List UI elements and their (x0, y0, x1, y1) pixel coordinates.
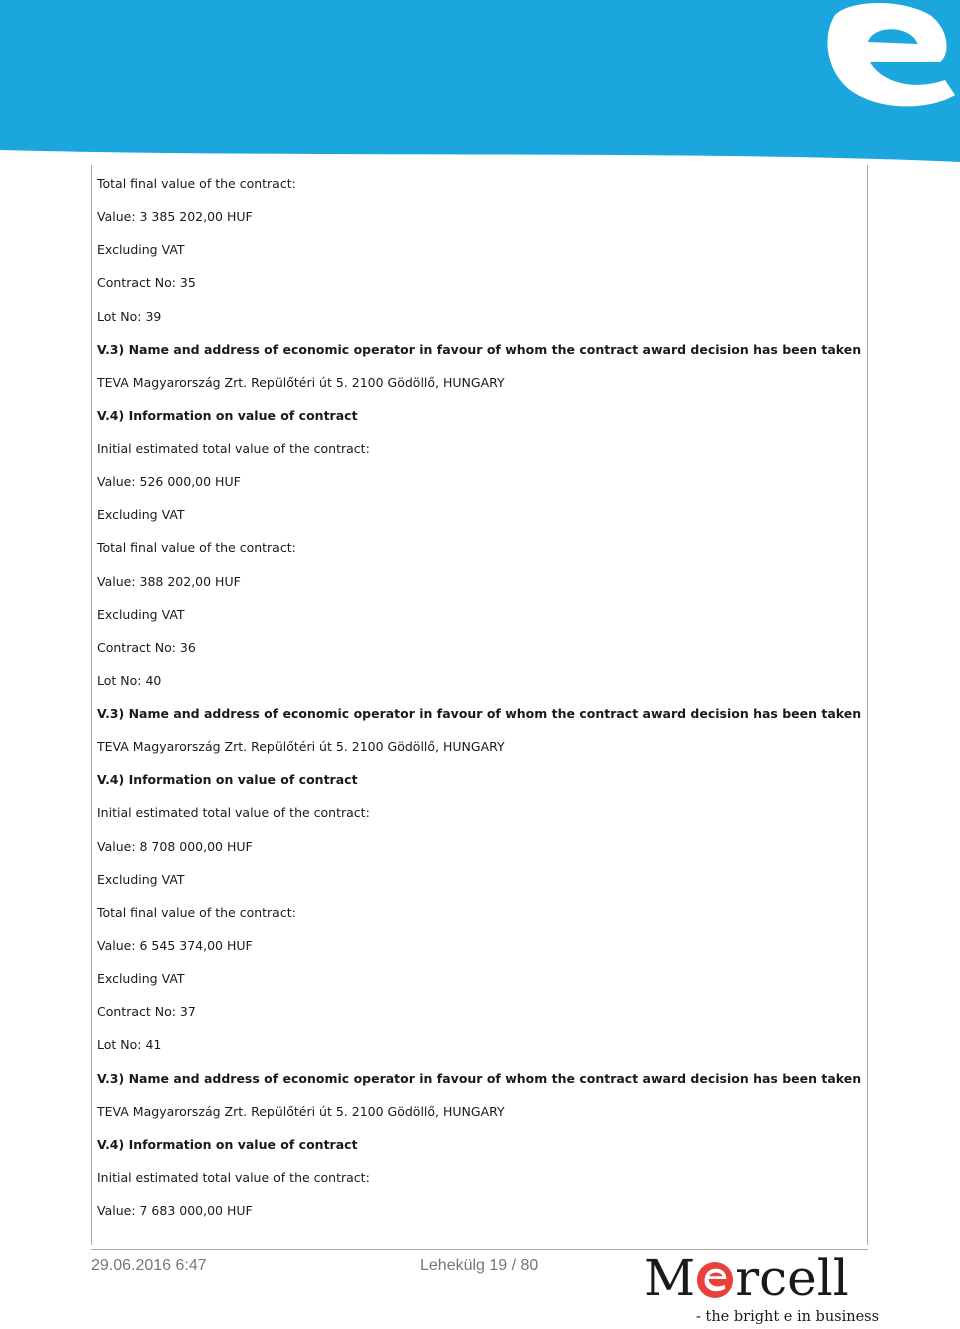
text-line: Excluding VAT (97, 606, 185, 622)
section-heading: V.4) Information on value of contract (97, 1136, 358, 1152)
text-line: Value: 526 000,00 HUF (97, 474, 241, 490)
header-background (0, 0, 960, 162)
logo-e-icon (696, 1261, 734, 1299)
section-heading: V.3) Name and address of economic operator in favour of whom the contract award decision has been taken (97, 341, 862, 357)
text-line: Initial estimated total value of the contract: (97, 805, 370, 821)
text-line: TEVA Magyarország Zrt. Repülőtéri út 5. 2100 Gödöllő, HUNGARY (97, 374, 505, 390)
text-line: Value: 6 545 374,00 HUF (97, 937, 253, 953)
text-line: Lot No: 39 (97, 308, 162, 324)
text-line: Lot No: 40 (97, 672, 162, 688)
text-line: Value: 388 202,00 HUF (97, 573, 241, 589)
text-line: Contract No: 35 (97, 275, 196, 291)
text-line: Excluding VAT (97, 971, 185, 987)
text-line: Excluding VAT (97, 871, 185, 887)
text-line: Excluding VAT (97, 507, 185, 523)
section-heading: V.4) Information on value of contract (97, 407, 358, 423)
header-graphic (0, 0, 960, 162)
logo-word-end: rcell (735, 1249, 849, 1307)
text-line: Lot No: 41 (97, 1037, 162, 1053)
logo-wordmark (644, 1249, 849, 1307)
logo-word-start: M (644, 1249, 696, 1307)
text-line: Value: 7 683 000,00 HUF (97, 1203, 253, 1219)
text-line: Total final value of the contract: (97, 176, 296, 191)
text-line: Excluding VAT (97, 242, 185, 258)
section-heading: V.3) Name and address of economic operator in favour of whom the contract award decision has been taken (97, 706, 862, 722)
text-line: Initial estimated total value of the contract: (97, 441, 370, 457)
text-line: Initial estimated total value of the contract: (97, 1169, 370, 1185)
text-line: TEVA Magyarország Zrt. Repülőtéri út 5. 2100 Gödöllő, HUNGARY (97, 1103, 505, 1119)
marcell-logo (644, 1249, 880, 1327)
text-line: TEVA Magyarország Zrt. Repülőtéri út 5. 2100 Gödöllő, HUNGARY (97, 739, 505, 755)
logo-tagline: - the bright e in business (696, 1309, 880, 1325)
section-heading: V.4) Information on value of contract (97, 772, 358, 788)
text-line: Contract No: 37 (97, 1004, 196, 1020)
footer-date: 29.06.2016 6:47 (91, 1257, 207, 1274)
text-line: Contract No: 36 (97, 639, 196, 655)
footer-page-number: Lehekülg 19 / 80 (420, 1257, 539, 1274)
document-body (91, 165, 868, 1245)
text-line: Value: 3 385 202,00 HUF (97, 209, 253, 225)
header-band (0, 0, 960, 162)
text-line: Value: 8 708 000,00 HUF (97, 838, 253, 854)
text-line: Total final value of the contract: (97, 904, 296, 920)
section-heading: V.3) Name and address of economic operator in favour of whom the contract award decision has been taken (97, 1070, 862, 1086)
text-line: Total final value of the contract: (97, 540, 296, 556)
